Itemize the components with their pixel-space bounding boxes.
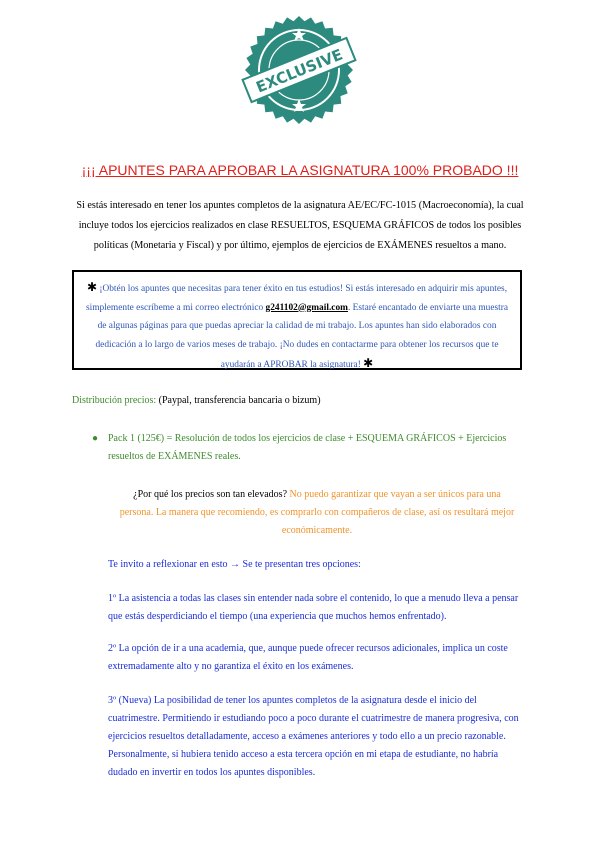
option-3: 3º (Nueva) La posibilidad de tener los apuntes completos de la asignatura desde el inicio del cuatrimestre. Permitiendo ir estudiando poco a poco durante el cuatrimestre de manera progresiva, con ejercicios resueltos detalladamente, acceso a exámenes anteriores y todo ello a un precio razonable. Personalmente, si hubiera tenido acceso a esta tercera opción en mi etapa de estudiante, no habría dudado en invertir en todos los apuntes disponibles.: [108, 695, 519, 778]
pack-text: Pack 1 (125€) = Resolución de todos los ejercicios de clase + ESQUEMA GRÁFICOS + Ejercicios resueltos de EXÁMENES reales.: [108, 433, 507, 462]
exclusive-stamp-icon: [225, 14, 373, 126]
intro-paragraph: Si estás interesado en tener los apuntes completos de la asignatura AE/EC/FC-1015 (Macroeconomía), la cual incluye todos los ejercicios realizados en clase RESUELTOS, ESQUEMA GRÁFICOS de todos los posibles políticas (Monetaria y Fiscal) y por último, ejemplos de ejercicios de EXÁMENES resueltos a mano.: [76, 200, 524, 251]
invite-line: Te invito a reflexionar en esto → Se te presentan tres opciones:: [108, 559, 361, 570]
option-2: 2º La opción de ir a una academia, que, aunque puede ofrecer recursos adicionales, implica un coste extremadamente alto y no garantiza el éxito en los exámenes.: [108, 643, 508, 672]
contact-box: [72, 270, 522, 370]
distribution-value: (Paypal, transferencia bancaria o bizum): [158, 395, 321, 406]
why-answer: No puedo garantizar que vayan a ser únicos para una persona. La manera que recomiendo, es comprarlo con compañeros de clase, así os resultará mejor económicamente.: [119, 489, 515, 536]
why-question: ¿Por qué los precios son tan elevados?: [133, 489, 288, 500]
star-icon: ✱: [86, 280, 97, 294]
bullet-icon: ●: [92, 433, 99, 444]
stamp-text: EXCLUSIVE: [253, 45, 346, 97]
email-link[interactable]: g241102@gmail.com: [265, 302, 348, 313]
option-1: 1º La asistencia a todas las clases sin entender nada sobre el contenido, lo que a menudo lleva a pensar que estás desperdiciando el tiempo (una experiencia que muchos hemos enfrentado).: [108, 593, 519, 622]
distribution-label: Distribución precios:: [72, 395, 159, 406]
pack-item: [92, 430, 512, 466]
box-text-after: . Estaré encantado de enviarte una muestra de algunas páginas para que puedas apreciar la calidad de mi trabajo. Los apuntes han sido elaborados con dedicación a lo largo de varios meses de trabajo. ¡No dudes en contactarme para obtener los recursos que te ayudarán a APROBAR la asignatura!: [95, 302, 509, 370]
page-title: ¡¡¡ APUNTES PARA APROBAR LA ASIGNATURA 100% PROBADO !!!: [81, 162, 519, 178]
box-text-before: ¡Obtén los apuntes que necesitas para tener éxito en tus estudios! Si estás interesado en adquirir mis apuntes, simplemente escríbeme a mi correo electrónico: [85, 284, 508, 313]
why-paragraph: [116, 486, 518, 540]
star-icon: ✱: [363, 356, 374, 370]
distribution-line: [72, 395, 321, 406]
